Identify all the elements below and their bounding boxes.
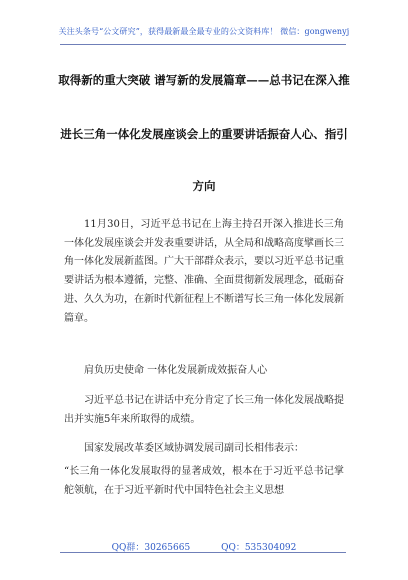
- section-subheading: 肩负历史使命 一体化发展新成效振奋人心: [84, 365, 268, 376]
- document-title-line-1: 取得新的重大突破 谱写新的发展篇章——总书记在深入推: [58, 73, 350, 87]
- footer-qq-number: QQ：535304092: [221, 543, 297, 553]
- header-watermark-note: 关注头条号“公文研究”，获得最新最全最专业的公文资料库！ 微信：gongwenyj: [58, 27, 350, 36]
- footer-qq-group: QQ群：30265665: [111, 543, 191, 553]
- footer-divider: [60, 552, 346, 553]
- body-paragraph-3: 国家发展改革委区域协调发展司副司长相伟表示：: [84, 443, 304, 454]
- body-paragraph-2: 习近平总书记在讲话中充分肯定了长三角一体化发展战略提出并实施5年来所取得的成绩。: [64, 395, 344, 425]
- body-paragraph-intro: 11月30日，习近平总书记在上海主持召开深入推进长三角一体化发展座谈会并发表重要讲话，从全局和战略高度擘画长三角一体化发展新蓝图。广大干部群众表示，要以习近平总书记重要讲话为根本遵循，完整、准确、全面贯彻新发展理念，砥砺奋进、久久为功，在新时代新征程上不断谱写长三角一体化发展新篇章。: [64, 219, 344, 324]
- body-paragraph-4: “长三角一体化发展取得的显著成效，根本在于习近平总书记掌舵领航，在于习近平新时代中国特色社会主义思想: [64, 466, 344, 496]
- header-divider: [60, 44, 346, 45]
- document-title-line-3: 方向: [192, 179, 216, 193]
- document-title-line-2: 进长三角一体化发展座谈会上的重要讲话振奋人心、指引: [60, 127, 348, 141]
